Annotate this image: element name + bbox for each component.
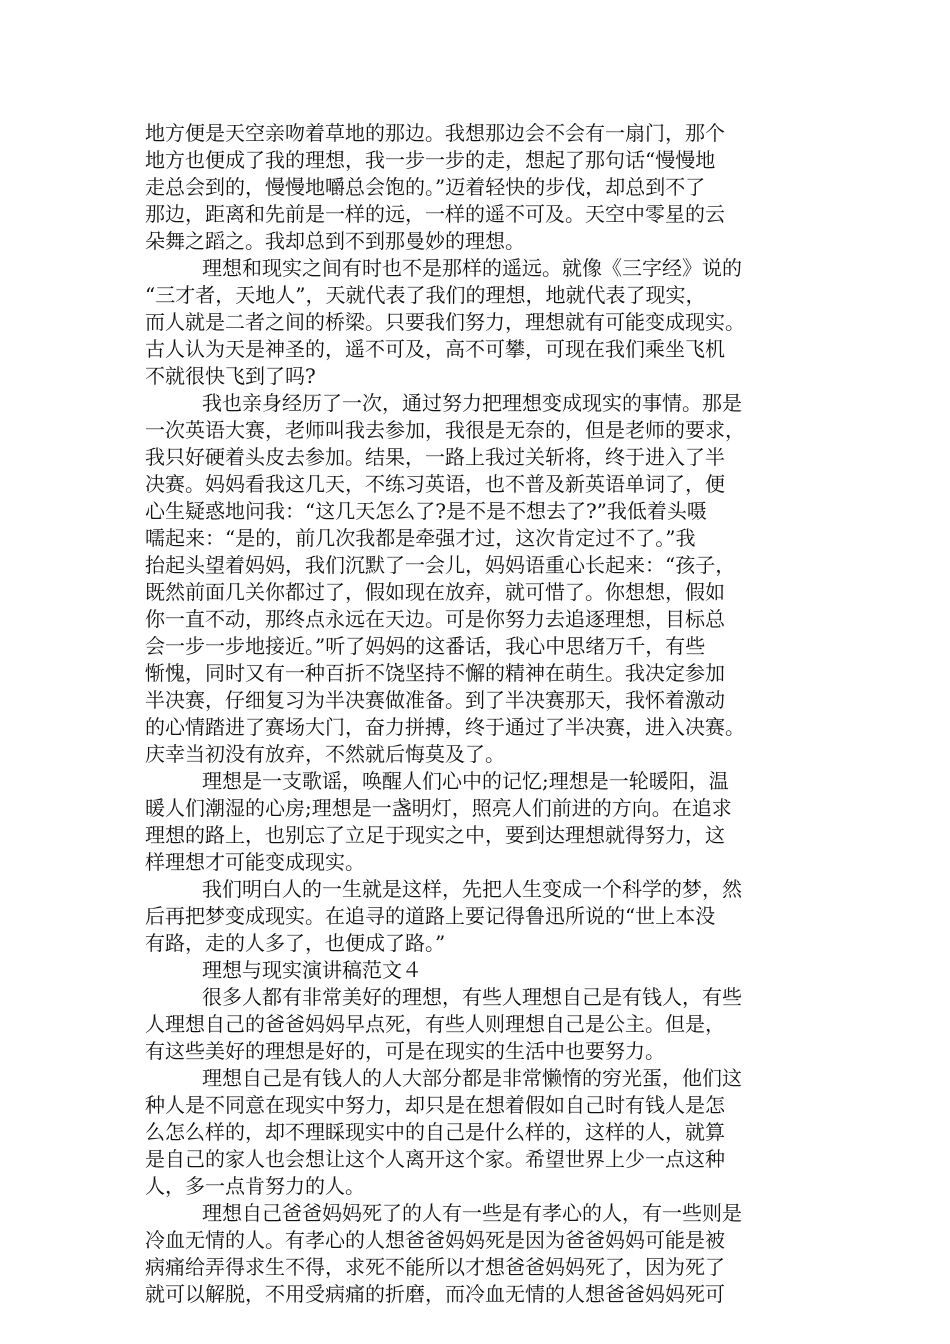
text-line: 我们明白人的一生就是这样，先把人生变成一个科学的梦，然 (202, 877, 742, 901)
text-line: 我只好硬着头皮去参加。结果，一路上我过关斩将，终于进入了半 (145, 445, 725, 469)
text-line: 人理想自己的爸爸妈妈早点死，有些人则理想自己是公主。但是， (145, 1012, 725, 1036)
text-line: 有路，走的人多了，也便成了路。” (145, 931, 446, 955)
text-line: 朵舞之蹈之。我却总到不到那曼妙的理想。 (145, 229, 525, 253)
text-line: 理想是一支歌谣，唤醒人们心中的记忆;理想是一轮暖阳，温 (202, 769, 729, 793)
text-line: 理想的路上，也别忘了立足于现实之中，要到达理想就得努力，这 (145, 823, 725, 847)
text-line: 会一步一步地接近。”听了妈妈的这番话，我心中思绪万千，有些 (145, 634, 706, 658)
text-line: 而人就是二者之间的桥梁。只要我们努力，理想就有可能变成现实。 (145, 310, 745, 334)
text-line: 冷血无情的人。有孝心的人想爸爸妈妈死是因为爸爸妈妈可能是被 (145, 1228, 725, 1252)
text-line: 暖人们潮湿的心房;理想是一盏明灯，照亮人们前进的方向。在追求 (145, 796, 732, 820)
text-line: 病痛给弄得求生不得，求死不能所以才想爸爸妈妈死了，因为死了 (145, 1255, 725, 1279)
text-line: 的心情踏进了赛场大门，奋力拼搏，终于通过了半决赛，进入决赛。 (145, 715, 745, 739)
text-line: 后再把梦变成现实。在追寻的道路上要记得鲁迅所说的“世上本没 (145, 904, 716, 928)
text-line: 一次英语大赛，老师叫我去参加，我很是无奈的，但是老师的要求， (145, 418, 745, 442)
text-line: 人，多一点肯努力的人。 (145, 1174, 365, 1198)
text-line: 半决赛，仔细复习为半决赛做准备。到了半决赛那天，我怀着激动 (145, 688, 725, 712)
text-line: 就可以解脱，不用受病痛的折磨，而冷血无情的人想爸爸妈妈死可 (145, 1282, 725, 1306)
text-line: 你一直不动，那终点永远在天边。可是你努力去追逐理想，目标总 (145, 607, 725, 631)
document-body (145, 120, 805, 1308)
text-line: 抬起头望着妈妈，我们沉默了一会儿，妈妈语重心长起来：“孩子， (145, 553, 736, 577)
text-line: 很多人都有非常美好的理想，有些人理想自己是有钱人，有些 (202, 985, 742, 1009)
text-line: 理想自己是有钱人的人大部分都是非常懒惰的穷光蛋，他们这 (202, 1066, 742, 1090)
text-line: 嚅起来：“是的，前几次我都是牵强才过，这次肯定过不了。”我 (145, 526, 696, 550)
text-line: 我也亲身经历了一次，通过努力把理想变成现实的事情。那是 (202, 391, 742, 415)
text-line: 是自己的家人也会想让这个人离开这个家。希望世界上少一点这种 (145, 1147, 725, 1171)
text-line: 有这些美好的理想是好的，可是在现实的生活中也要努力。 (145, 1039, 665, 1063)
text-line: 地方也便成了我的理想，我一步一步的走，想起了那句话“慢慢地 (145, 148, 716, 172)
text-line: 种人是不同意在现实中努力，却只是在想着假如自己时有钱人是怎 (145, 1093, 725, 1117)
text-line: 惭愧，同时又有一种百折不饶坚持不懈的精神在萌生。我决定参加 (145, 661, 725, 685)
text-line: 么怎么样的，却不理睬现实中的自己是什么样的，这样的人，就算 (145, 1120, 725, 1144)
text-line: 理想自己爸爸妈妈死了的人有一些是有孝心的人，有一些则是 (202, 1201, 742, 1225)
text-line: 庆幸当初没有放弃，不然就后悔莫及了。 (145, 742, 505, 766)
text-line: 心生疑惑地问我：“这几天怎么了?是不是不想去了?”我低着头嗫 (145, 499, 707, 523)
text-line: 不就很快飞到了吗? (145, 364, 316, 388)
text-line: 走总会到的，慢慢地嚼总会饱的。”迈着轻快的步伐，却总到不了 (145, 175, 706, 199)
text-line: 地方便是天空亲吻着草地的那边。我想那边会不会有一扇门，那个 (145, 121, 725, 145)
text-line: 决赛。妈妈看我这几天，不练习英语，也不普及新英语单词了，便 (145, 472, 725, 496)
text-line: 理想与现实演讲稿范文４ (202, 958, 422, 982)
text-line: 理想和现实之间有时也不是那样的遥远。就像《三字经》说的 (202, 256, 742, 280)
text-line: 古人认为天是神圣的，遥不可及，高不可攀，可现在我们乘坐飞机 (145, 337, 725, 361)
text-line: 既然前面几关你都过了，假如现在放弃，就可惜了。你想想，假如 (145, 580, 725, 604)
text-line: “三才者，天地人”，天就代表了我们的理想，地就代表了现实， (145, 283, 706, 307)
text-line: 样理想才可能变成现实。 (145, 850, 365, 874)
text-line: 那边，距离和先前是一样的远，一样的遥不可及。天空中零星的云 (145, 202, 725, 226)
